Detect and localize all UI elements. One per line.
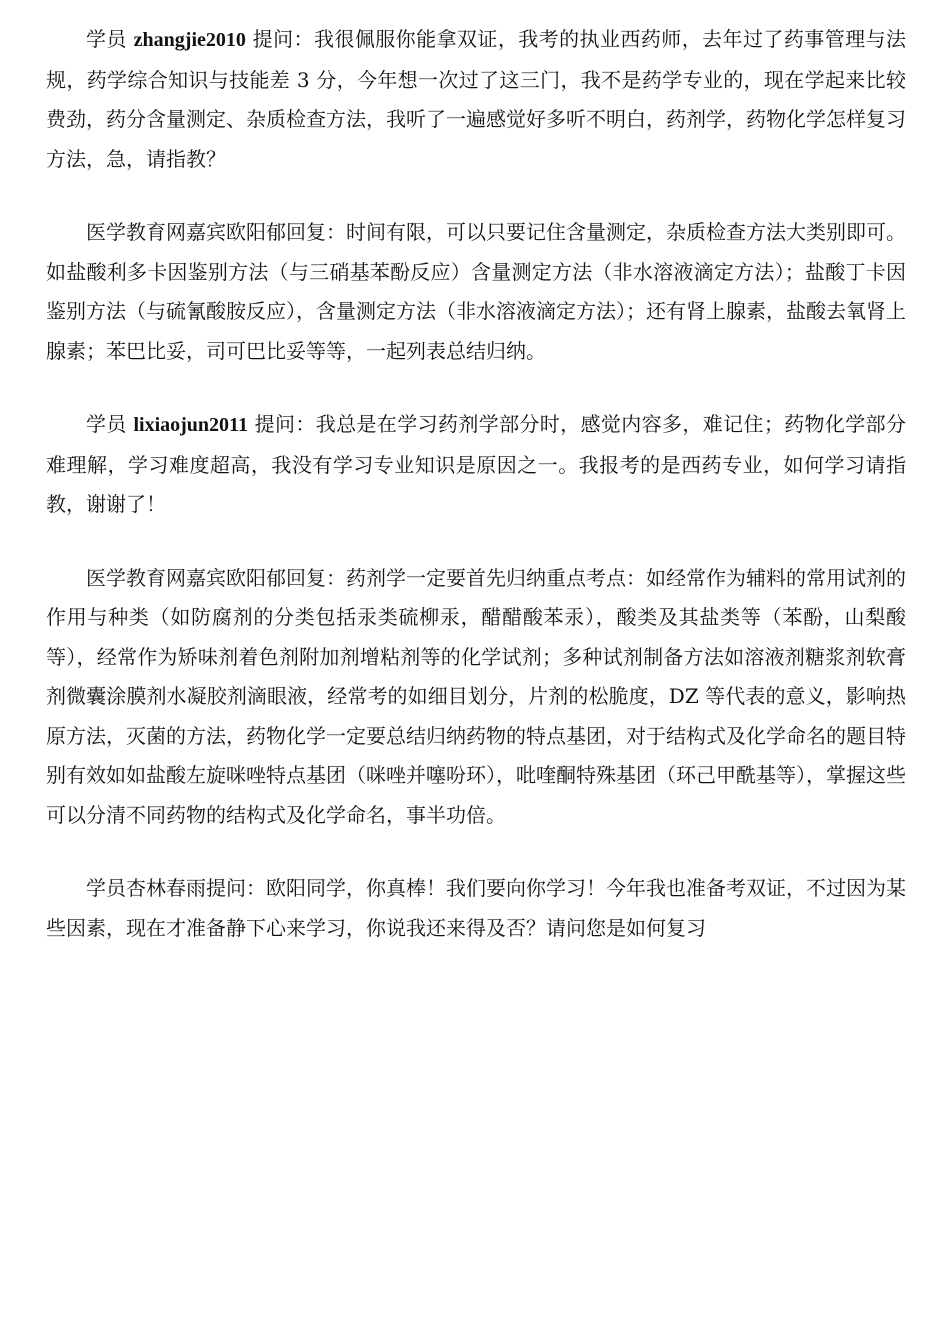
paragraph-text: 提问：我很佩服你能拿双证，我考的执业西药师，去年过了药事管理与法规，药学综合知识与技能差 3 分，今年想一次过了这三门，我不是药学专业的，现在学起来比较费劲，药分含量测定、杂质检查方法，我听了一遍感觉好多听不明白，药剂学，药物化学怎样复习方法，急，请指教？: [46, 27, 907, 171]
speaker-prefix: 学员: [86, 27, 134, 51]
paragraph-text: 学员杏林春雨提问：欧阳同学，你真棒！我们要向你学习！今年我也准备考双证，不过因为某些因素，现在才准备静下心来学习，你说我还来得及否？请问您是如何复习: [46, 876, 906, 940]
paragraph-text: 提问：我总是在学习药剂学部分时，感觉内容多，难记住；药物化学部分难理解，学习难度超高，我没有学习专业知识是原因之一。我报考的是西药专业，如何学习请指教，谢谢了！: [46, 412, 907, 516]
document-body: [46, 20, 906, 978]
user-id: zhangjie2010: [133, 29, 246, 51]
user-id: lixiaojun2011: [133, 414, 248, 436]
question-paragraph: [46, 405, 906, 525]
answer-paragraph: [46, 213, 906, 371]
question-paragraph: [46, 869, 906, 948]
answer-paragraph: [46, 559, 906, 836]
speaker-prefix: 学员: [86, 412, 134, 436]
question-paragraph: [46, 20, 906, 179]
paragraph-text: 医学教育网嘉宾欧阳郁回复：时间有限，可以只要记住含量测定，杂质检查方法大类别即可。如盐酸利多卡因鉴别方法（与三硝基苯酚反应）含量测定方法（非水溶液滴定方法）；盐酸丁卡因鉴别方法（与硫氰酸胺反应），含量测定方法（非水溶液滴定方法）；还有肾上腺素，盐酸去氧肾上腺素；苯巴比妥，司可巴比妥等等，一起列表总结归纳。: [46, 220, 906, 363]
paragraph-text: 医学教育网嘉宾欧阳郁回复：药剂学一定要首先归纳重点考点：如经常作为辅料的常用试剂的作用与种类（如防腐剂的分类包括汞类硫柳汞，醋醋酸苯汞），酸类及其盐类等（苯酚，山梨酸等），经常作为矫味剂着色剂附加剂增粘剂等的化学试剂；多种试剂制备方法如溶液剂糖浆剂软膏剂微囊涂膜剂水凝胶剂滴眼液，经常考的如细目划分，片剂的松脆度，DZ 等代表的意义，影响热原方法，灭菌的方法，药物化学一定要总结归纳药物的特点基团，对于结构式及化学命名的题目特别有效如如盐酸左旋咪唑特点基团（咪唑并噻吩环），吡喹酮特殊基团（环己甲酰基等），掌握这些可以分清不同药物的结构式及化学命名，事半功倍。: [46, 565, 906, 827]
